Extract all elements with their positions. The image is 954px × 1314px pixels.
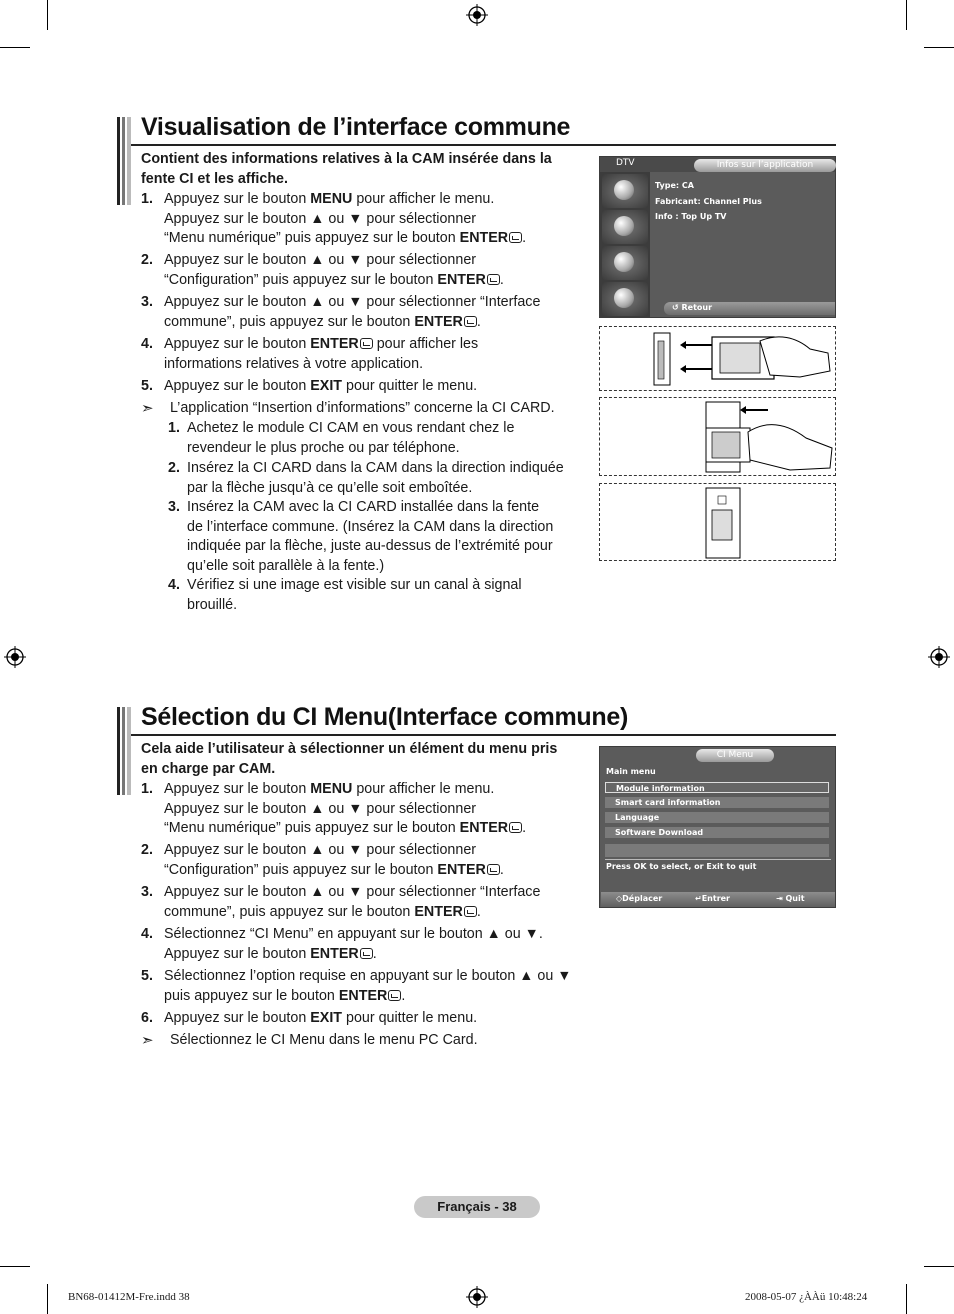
- registration-mark-icon: [466, 4, 488, 26]
- ci-hint-text: Press OK to select, or Exit to quit: [606, 862, 757, 871]
- note-arrow-icon: ➣: [141, 400, 154, 417]
- step-line: Appuyez sur le bouton ▲ ou ▼ pour sélectionner “Interface: [164, 294, 541, 310]
- step-line: “Menu numérique” puis appuyez sur le bouton ENTER .: [164, 820, 527, 836]
- channel-icon: [602, 174, 648, 208]
- enter-icon: ↵: [695, 894, 702, 903]
- osd-info-line: Fabricant: Channel Plus: [655, 196, 762, 206]
- enter-key-icon: [487, 864, 500, 875]
- substep-line: qu’elle soit parallèle à la fente.): [187, 557, 385, 574]
- registration-mark-icon: [4, 646, 26, 668]
- step-number: 1.: [141, 781, 153, 797]
- ci-menu-item-language[interactable]: Language: [605, 812, 829, 823]
- step-line: Appuyez sur le bouton ▲ ou ▼ pour sélectionner: [164, 842, 477, 858]
- divider: [605, 859, 831, 860]
- substep-number: 1.: [168, 420, 180, 436]
- crop-mark: [924, 1266, 954, 1267]
- crop-mark: [0, 1266, 30, 1267]
- input-icon: [602, 282, 648, 316]
- section-intro: [141, 739, 601, 779]
- registration-mark-icon: [928, 646, 950, 668]
- registration-mark-icon: [466, 1286, 488, 1308]
- step-line: Appuyez sur le bouton EXIT pour quitter le menu.: [164, 378, 478, 394]
- picture-icon: [602, 210, 648, 244]
- step-number: 3.: [141, 294, 153, 310]
- step-line: Appuyez sur le bouton EXIT pour quitter le menu.: [164, 1010, 478, 1026]
- file-name: BN68-01412M-Fre.indd 38: [68, 1291, 190, 1303]
- substep-line: de l’interface commune. (Insérez la CAM dans la direction: [187, 518, 554, 535]
- enter-key-icon: [464, 316, 477, 327]
- crop-mark: [906, 1284, 907, 1314]
- exit-icon: ⇥: [776, 894, 783, 903]
- substep-line: brouillé.: [187, 596, 238, 613]
- enter-key-icon: [509, 232, 522, 243]
- setup-icon: [602, 246, 648, 280]
- crop-mark: [0, 47, 30, 48]
- enter-key-icon: [360, 948, 373, 959]
- step-line: Sélectionnez l’option requise en appuyant sur le bouton ▲ ou ▼: [164, 968, 572, 984]
- step-line: “Menu numérique” puis appuyez sur le bouton ENTER .: [164, 230, 527, 246]
- step-line: “Configuration” puis appuyez sur le bouton ENTER .: [164, 271, 504, 288]
- crop-mark: [906, 0, 907, 30]
- ci-menu-item-software-download[interactable]: Software Download: [605, 827, 829, 838]
- step-number: 3.: [141, 884, 153, 900]
- enter-key-icon: [360, 338, 373, 349]
- step-line: “Configuration” puis appuyez sur le bouton ENTER .: [164, 861, 504, 878]
- step-number: 2.: [141, 252, 153, 268]
- section-title: Sélection du CI Menu(Interface commune): [141, 703, 628, 731]
- crop-mark: [47, 1284, 48, 1314]
- return-label: Retour: [681, 303, 713, 312]
- ci-menu-item-smart-card-information[interactable]: Smart card information: [605, 797, 829, 808]
- step-line: Appuyez sur le bouton ▲ ou ▼ pour sélectionner: [164, 800, 477, 817]
- intro-line: en charge par CAM.: [141, 761, 276, 777]
- intro-line: Contient des informations relatives à la CAM insérée dans la: [141, 151, 552, 167]
- step-line: commune”, puis appuyez sur le bouton ENTER .: [164, 903, 481, 920]
- quit-hint: [776, 894, 805, 903]
- card-insert-illustration: [599, 397, 836, 476]
- intro-line: fente CI et les affiche.: [141, 171, 288, 187]
- ci-menu-empty-row: [605, 844, 829, 857]
- page-number-badge: Français - 38: [414, 1196, 540, 1218]
- osd-mode-label: DTV: [616, 158, 635, 168]
- quit-label: Quit: [785, 894, 805, 903]
- note-text: Sélectionnez le CI Menu dans le menu PC Card.: [170, 1032, 478, 1048]
- enter-label: Entrer: [701, 894, 731, 903]
- cam-installed-drawing: [600, 484, 835, 560]
- card-insert-drawing: [600, 398, 835, 475]
- step-line: puis appuyez sur le bouton ENTER .: [164, 987, 406, 1004]
- enter-key-icon: [509, 822, 522, 833]
- ci-main-menu-label: Main menu: [606, 767, 656, 776]
- section-rule: [131, 734, 836, 736]
- return-icon: ↺: [672, 303, 679, 312]
- osd-info-line: Type: CA: [655, 181, 694, 190]
- step-line: Appuyez sur le bouton MENU pour afficher le menu.: [164, 191, 495, 207]
- substep-line: Vérifiez si une image est visible sur un canal à signal: [187, 577, 522, 593]
- substep-line: Achetez le module CI CAM en vous rendant chez le: [187, 420, 515, 436]
- substep-line: Insérez la CI CARD dans la CAM dans la direction indiquée: [187, 460, 564, 476]
- step-number: 2.: [141, 842, 153, 858]
- osd-info-line: Info : Top Up TV: [655, 212, 727, 221]
- substep-line: Insérez la CAM avec la CI CARD installée dans la fente: [187, 499, 540, 515]
- osd-title: Infos sur l’application: [694, 159, 836, 172]
- enter-key-icon: [388, 990, 401, 1001]
- note-text: L’application “Insertion d’informations” concerne la CI CARD.: [170, 400, 555, 416]
- step-line: Appuyez sur le bouton ENTER pour afficher les: [164, 336, 479, 352]
- substep-line: revendeur le plus proche ou par téléphone.: [187, 439, 460, 456]
- step-number: 6.: [141, 1010, 153, 1026]
- enter-key-icon: [464, 906, 477, 917]
- enter-key-icon: [487, 274, 500, 285]
- step-line: Appuyez sur le bouton MENU pour afficher le menu.: [164, 781, 495, 797]
- section-title: Visualisation de l’interface commune: [141, 113, 571, 141]
- osd-info-lines: [655, 178, 762, 225]
- section-intro: [141, 149, 581, 189]
- move-label: Déplacer: [622, 894, 663, 903]
- step-number: 1.: [141, 191, 153, 207]
- cam-insert-drawing: [600, 327, 835, 390]
- substep-number: 2.: [168, 460, 180, 476]
- osd-ci-menu-panel: [599, 746, 836, 908]
- step-number: 4.: [141, 926, 153, 942]
- intro-line: Cela aide l’utilisateur à sélectionner un élément du menu pris: [141, 741, 558, 757]
- return-button[interactable]: [672, 303, 712, 312]
- print-timestamp: 2008-05-07 ¿ÀÀü 10:48:24: [745, 1291, 868, 1303]
- cam-insert-illustration: [599, 326, 836, 391]
- step-line: Sélectionnez “CI Menu” en appuyant sur le bouton ▲ ou ▼.: [164, 926, 543, 942]
- substep-number: 4.: [168, 577, 180, 593]
- move-arrows-icon: ◇: [616, 894, 623, 903]
- crop-mark: [924, 47, 954, 48]
- step-number: 5.: [141, 378, 153, 394]
- section-rule: [131, 144, 836, 146]
- section-marker-bar: [117, 707, 131, 795]
- substep-line: indiquée par la flèche, juste au-dessus de l’extrémité pour: [187, 538, 553, 554]
- move-hint: [616, 894, 662, 903]
- step-line: commune”, puis appuyez sur le bouton ENTER .: [164, 313, 481, 330]
- enter-hint: [695, 894, 730, 903]
- step-number: 5.: [141, 968, 153, 984]
- step-line: informations relatives à votre application.: [164, 355, 424, 372]
- substep-line: par la flèche jusqu’à ce qu’elle soit emboîtée.: [187, 479, 473, 496]
- note-arrow-icon: ➣: [141, 1032, 154, 1049]
- substep-number: 3.: [168, 499, 180, 515]
- section-marker-bar: [117, 117, 131, 205]
- step-line: Appuyez sur le bouton ENTER .: [164, 945, 377, 962]
- step-line: Appuyez sur le bouton ▲ ou ▼ pour sélectionner “Interface: [164, 884, 541, 900]
- crop-mark: [47, 0, 48, 30]
- cam-installed-illustration: [599, 483, 836, 561]
- ci-menu-item-module-information[interactable]: Module information: [605, 782, 829, 793]
- osd-title: CI Menu: [696, 749, 774, 762]
- osd-app-info-panel: [599, 156, 836, 318]
- step-line: Appuyez sur le bouton ▲ ou ▼ pour sélectionner: [164, 252, 477, 268]
- step-line: Appuyez sur le bouton ▲ ou ▼ pour sélectionner: [164, 210, 477, 227]
- step-number: 4.: [141, 336, 153, 352]
